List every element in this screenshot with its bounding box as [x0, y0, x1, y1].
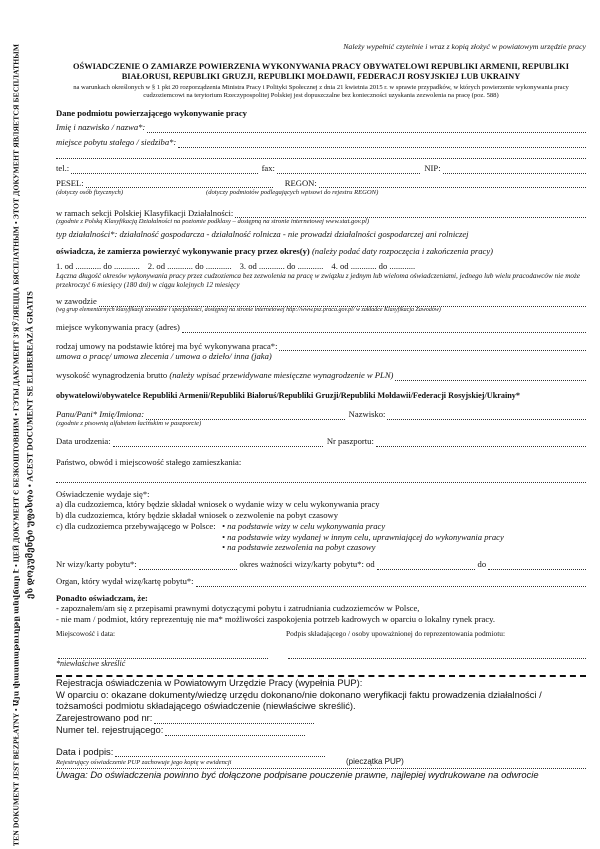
- tel-field[interactable]: [71, 165, 257, 174]
- foreigner-name-field[interactable]: [146, 411, 345, 420]
- reg-no-field[interactable]: [154, 715, 314, 724]
- foreigner-heading: obywatelowi/obywatelce Republiki Armenii/Republiki Białoruś/Republiki Gruzji/Republiki Mołdawii/Federacji Rosyjskiej/Ukrainy*: [56, 390, 520, 400]
- pup-basis[interactable]: W oparciu o: okazane dokumenty/wiedzę urzędu dokonano/nie dokonano weryfikacji faktu prowadzenia działalności / tożsamości podmiotu składającego oświadczenie (niewłaściwe skreślić).: [56, 688, 542, 712]
- name-note: (zgodnie z pisownią alfabetem łacińskim w paszporcie): [56, 419, 202, 427]
- nip-field[interactable]: [443, 165, 586, 174]
- period-slot-3[interactable]: 3. od ............ do ............: [239, 261, 324, 272]
- organ-label: Organ, który wydał wizę/kartę pobytu*:: [56, 575, 194, 586]
- surname-label: Nazwisko:: [348, 409, 386, 420]
- reg-phone-field[interactable]: [165, 727, 305, 736]
- organ-field[interactable]: [196, 578, 586, 587]
- place-label: miejsce wykonywania pracy (adres): [56, 322, 180, 333]
- top-note: Należy wypełnić czytelnie i wraz z kopią złożyć w powiatowym urzędzie pracy: [343, 42, 586, 51]
- declaration-p2[interactable]: - nie mam / podmiot, który reprezentuję nie ma* możliwości zaspokojenia potrzeb kadrowych w oparciu o lokalny rynek pracy.: [56, 613, 496, 624]
- option-c[interactable]: c) dla cudzoziemca przebywającego w Polsce:: [56, 520, 216, 531]
- employer-address-line-2[interactable]: [56, 148, 586, 159]
- employer-name-label: Imię i nazwisko / nazwa*:: [56, 122, 146, 133]
- residence-label: Państwo, obwód i miejscowość stałego zamieszkania:: [56, 456, 242, 467]
- declaration-heading: Ponadto oświadczam, że:: [56, 592, 148, 603]
- fax-field[interactable]: [277, 165, 420, 174]
- foreigner-name-label: Panu/Pani* Imię/Imiona:: [56, 409, 145, 420]
- salary-note: (należy wpisać przewidywane miesięczne wynagrodzenie w PLN): [169, 370, 394, 381]
- pkd-field[interactable]: [235, 209, 586, 218]
- period-slots: [56, 261, 586, 272]
- visa-no-field[interactable]: [139, 561, 237, 570]
- period-note: Łączna długość okresów wykonywania pracy przez cudzoziemca bez zezwolenia na pracę w związku z jednym lub wieloma oświadczeniami, jednego lub wielu pracodawców nie może przekroczyć 6 miesięcy (180 dni) w ciągu kolejnych 12 miesięcy: [56, 271, 580, 289]
- birth-field[interactable]: [113, 438, 323, 447]
- reg-phone-label: Numer tel. rejestrującego:: [56, 723, 164, 735]
- fax-label: fax:: [261, 162, 275, 173]
- side-text-outer: TEN DOKUMENT JEST BEZPŁATNY • Այս փաստաթուղթը անվճար է • ЦЕЙ ДОКУМЕНТ Є БЕЗКОШТОВНИМ • ГЭТЫ ДАКУМЕНТ З'ЯЎЛЯЕЦЦА БЯСПЛАТНЫМ • ЭТОТ ДОКУМЕНТ ЯВЛЯЕТСЯ БЕСПЛАТНЫМ: [11, 43, 21, 847]
- employer-name-field[interactable]: [147, 124, 586, 133]
- residence-field[interactable]: [56, 468, 586, 483]
- employer-address-label: miejsce pobytu stałego / siedziba*:: [56, 137, 177, 148]
- contract-field[interactable]: [279, 342, 586, 351]
- pkd-note: (zgodnie z Polską Klasyfikacją Działalności na poziomie podklasy – dostępną na stronie internetowej www.stat.gov.pl): [56, 218, 370, 226]
- pesel-label: PESEL:: [56, 177, 84, 188]
- period-slot-4[interactable]: 4. od ............ do ............: [331, 261, 416, 272]
- contract-label: rodzaj umowy na podstawie której ma być wykonywana praca*:: [56, 340, 278, 351]
- side-text: [10, 43, 35, 847]
- strike-note: *niewłaściwe skreślić: [56, 658, 126, 668]
- visa-to-label: do: [477, 559, 487, 570]
- employer-heading: Dane podmiotu powierzającego wykonywanie pracy: [56, 107, 247, 118]
- pup-registration: Rejestracja oświadczenia w Powiatowym Urzędzie Pracy (wypełnia PUP):: [56, 676, 363, 688]
- signature-label: Podpis składającego / osoby upoważnionej do reprezentowania podmiotu:: [286, 628, 505, 638]
- place-field[interactable]: [182, 324, 586, 333]
- profession-field[interactable]: [99, 298, 586, 307]
- form-title: OŚWIADCZENIE O ZAMIARZE POWIERZENIA WYKONYWANIA PRACY OBYWATELOWI REPUBLIKI ARMENII, REPUBLIKI BIAŁORUSI, REPUBLIKI GRUZJI, REPUBLIKI MOŁDAWII, FEDERACJI ROSYJSKIEJ LUB UKRAINY: [73, 61, 569, 81]
- salary-field[interactable]: [395, 372, 586, 381]
- pkd-label: w ramach sekcji Polskiej Klasyfikacji Działalności:: [56, 207, 234, 218]
- regon-field[interactable]: [319, 179, 586, 188]
- option-b[interactable]: b) dla cudzoziemca, który będzie składał wniosek o zezwolenie na pobyt czasowy: [56, 510, 339, 521]
- option-c-1[interactable]: na podstawie wizy w celu wykonywania pracy: [227, 520, 386, 531]
- profession-label: w zawodzie: [56, 295, 97, 306]
- stamp-label: (pieczątka PUP): [346, 757, 404, 767]
- form: Należy wypełnić czytelnie i wraz z kopią złożyć w powiatowym urzędzie pracy OŚWIADCZENIE O ZAMIARZE POWIERZENIA WYKONYWANIA PRACY OBYWATELOWI REPUBLIKI ARMENII, REPUBLIKI BIAŁORUSI, REPUBLIKI GRUZJI, REPUBLIKI MOŁDAWII, FEDERACJI ROSYJSKIEJ LUB UKRAINY na warunkach określonych w § 1 pkt 20 rozporządzenia Ministra Pracy i Polityki Społecznej z dnia 21 kwietnia 2015 r. w sprawie przypadków, w których powierzenie wykonywania pracy cudzoziemcowi na terytorium Rzeczypospolitej Polskiej jest dopuszczalne bez konieczności uzyskania zezwolenia na pracę (poz. 588) Dane podmiotu powierzającego wykonywanie pracy Imię i nazwisko / nazwa*: miejsce pobytu stałego / siedziba*: tel.: fax: NIP: PESEL: REGON: (dotyczy osób fizycznych) (dotyczy podmiotów podlegających wpisowi do rejestru REGON) w ramach sekcji Polskiej Klasyfikacji Działalności: (zgodnie z Polską Klasyfikacją Działalności na poziomie podklasy – dostępną na stronie internetowej www.stat.gov.pl) typ działalności*: działalność gospodarcza - działalność rolnicza - nie prowadzi działalności gospodarczej ani rolniczej oświadcza, że zamierza powierzyć wykonywanie pracy przez okres(y) (należy podać daty rozpoczęcia i zakończenia pracy) 1. od ............ do ............ 2. od ............ do ............ 3. od ............ do ............ 4. od ............ do ............ Łączna długość okresów wykonywania pracy przez cudzoziemca bez zezwolenia na pracę w związku z jednym lub wieloma oświadczeniami, jednego lub wielu pracodawców nie może przekroczyć 6 miesięcy (180 dni) w ciągu kolejnych 12 miesięcy w zawodzie (wg grup elementarnych klasyfikacji zawodów i specjalności, dostępnej na stronie internetowej http://www.psz.praca.gov.pl/ w zakładce Klasyfikacja Zawodów) miejsce wykonywania pracy (adres) rodzaj umowy na podstawie której ma być wykonywana praca*: umowa o pracę/ umowa zlecenia / umowa o dzieło/ inna (jaka) wysokość wynagrodzenia brutto (należy wpisać przewidywane miesięczne wynagrodzenie w PLN) obywatelowi/obywatelce Republiki Armenii/Republiki Białoruś/Republiki Gruzji/Republiki Mołdawii/Federacji Rosyjskiej/Ukrainy* Panu/Pani* Imię/Imiona: Nazwisko: (zgodnie z pisownią alfabetem łacińskim w paszporcie) Data urodzenia: Nr paszportu: Państwo, obwód i miejscowość stałego zamieszkania: Oświadczenie wydaje się*: a) dla cudzoziemca, który będzie składał wniosek o wydanie wizy w celu wykonywania pracy b) dla cudzoziemca, który będzie składał wniosek o zezwolenie na pobyt czasowy c) dla cudzoziemca przebywającego w Polsce: • na podstawie wizy w celu wykonywania pracy • na podstawie wizy wydanej w innym celu, uprawniającej do wykonywania pracy • na podstawie zezwolenia na pobyt czasowy Nr wizy/karty pobytu*: okres ważności wizy/karty pobytu*: od do Organ, który wydał wizę/kartę pobytu*: Ponadto oświadczam, że: - zapoznałem/am się z przepisami prawnymi dotyczącymi pobytu i zatrudniania cudzoziemców w Polsce, - nie mam / podmiot, który reprezentuję nie ma* możliwości zaspokojenia potrzeb kadrowych w oparciu o lokalny rynek pracy. Miejscowość i data: Podpis składającego / osoby upoważnionej do reprezentowania podmiotu: *niewłaściwe skreślić Rejestracja oświadczenia w Powiatowym Urzędzie Pracy (wypełnia PUP): W oparciu o: okazane dokumenty/wiedzę urzędu dokonano/nie dokonano weryfikacji faktu prowadzenia działalności / tożsamości podmiotu składającego oświadczenie (niewłaściwe skreślić). Zarejestrowano pod nr: Numer tel. rejestrującego: Data i podpis: Rejestrujący oświadczenie PUP zachowuje jego kopię w ewidencji (pieczątka PUP) Uwaga: Do oświadczenia powinno być dołączone podpisane pouczenie prawne, najlepiej wydrukowane na odwrocie: [56, 42, 586, 781]
- pesel-field[interactable]: [86, 179, 273, 188]
- declaration-p1: - zapoznałem/am się z przepisami prawnymi dotyczącymi pobytu i zatrudniania cudzoziemców w Polsce,: [56, 603, 420, 614]
- visa-valid-label: okres ważności wizy/karty pobytu*: od: [239, 559, 375, 570]
- visa-from-field[interactable]: [377, 561, 475, 570]
- period-slot-2[interactable]: 2. od ............ do ............: [147, 261, 232, 272]
- side-text-inner: ეს დოკუმენტი უფასოა • ACEST DOCUMENT SE ELIBEREAZĂ GRATIS: [24, 291, 35, 599]
- profession-note: (wg grup elementarnych klasyfikacji zawodów i specjalności, dostępnej na stronie internetowej http://www.psz.praca.gov.pl/ w zakładce Klasyfikacja Zawodów): [56, 306, 441, 313]
- warning-note: Uwaga: Do oświadczenia powinno być dołączone podpisane pouczenie prawne, najlepiej wydrukowane na odwrocie: [56, 768, 586, 781]
- option-c-2[interactable]: na podstawie wizy wydanej w innym celu, uprawniającej do wykonywania pracy: [227, 531, 504, 542]
- visa-to-field[interactable]: [488, 561, 586, 570]
- place-date-field[interactable]: [58, 650, 268, 659]
- legal-basis: na warunkach określonych w § 1 pkt 20 rozporządzenia Ministra Pracy i Polityki Społecznej z dnia 21 kwietnia 2015 r. w sprawie przypadków, w których powierzenie wykonywania pracy cudzoziemcowi na terytorium Rzeczypospolitej Polskiej jest dopuszczalne bez konieczności uzyskania zezwolenia na pracę (poz. 588): [73, 83, 569, 99]
- period-heading-note: (należy podać daty rozpoczęcia i zakończenia pracy): [311, 246, 493, 257]
- option-c-3[interactable]: na podstawie zezwolenia na pobyt czasowy: [227, 542, 376, 553]
- passport-label: Nr paszportu:: [326, 436, 374, 447]
- place-date-label: Miejscowość i data:: [56, 628, 116, 638]
- nip-label: NIP:: [424, 162, 441, 173]
- date-sig-field[interactable]: [115, 748, 325, 757]
- activity-type[interactable]: typ działalności*: działalność gospodarcza - działalność rolnicza - nie prowadzi działalności gospodarczej ani rolniczej: [56, 228, 469, 239]
- pesel-note: (dotyczy osób fizycznych): [56, 189, 124, 197]
- issued-label: Oświadczenie wydaje się*:: [56, 488, 150, 499]
- birth-label: Data urodzenia:: [56, 436, 111, 447]
- period-heading: oświadcza, że zamierza powierzyć wykonywanie pracy przez okres(y): [56, 246, 310, 257]
- period-slot-1[interactable]: 1. od ............ do ............: [56, 261, 140, 272]
- date-sig-label: Data i podpis:: [56, 745, 114, 757]
- option-a[interactable]: a) dla cudzoziemca, który będzie składał wniosek o wydanie wizy w celu wykonywania pracy: [56, 499, 380, 510]
- passport-field[interactable]: [376, 438, 586, 447]
- tel-label: tel.:: [56, 162, 70, 173]
- visa-no-label: Nr wizy/karty pobytu*:: [56, 559, 137, 570]
- employer-address-field[interactable]: [178, 139, 586, 148]
- signature-field[interactable]: [288, 650, 586, 659]
- reg-no-label: Zarejestrowano pod nr:: [56, 712, 153, 724]
- salary-label: wysokość wynagrodzenia brutto: [56, 370, 168, 381]
- keeps-note: Rejestrujący oświadczenie PUP zachowuje jego kopię w ewidencji: [56, 759, 232, 767]
- regon-label: REGON:: [284, 177, 317, 188]
- regon-note: (dotyczy podmiotów podlegających wpisowi do rejestru REGON): [206, 189, 379, 197]
- contract-options[interactable]: umowa o pracę/ umowa zlecenia / umowa o dzieło/ inna (jaka): [56, 351, 272, 362]
- surname-field[interactable]: [387, 411, 586, 420]
